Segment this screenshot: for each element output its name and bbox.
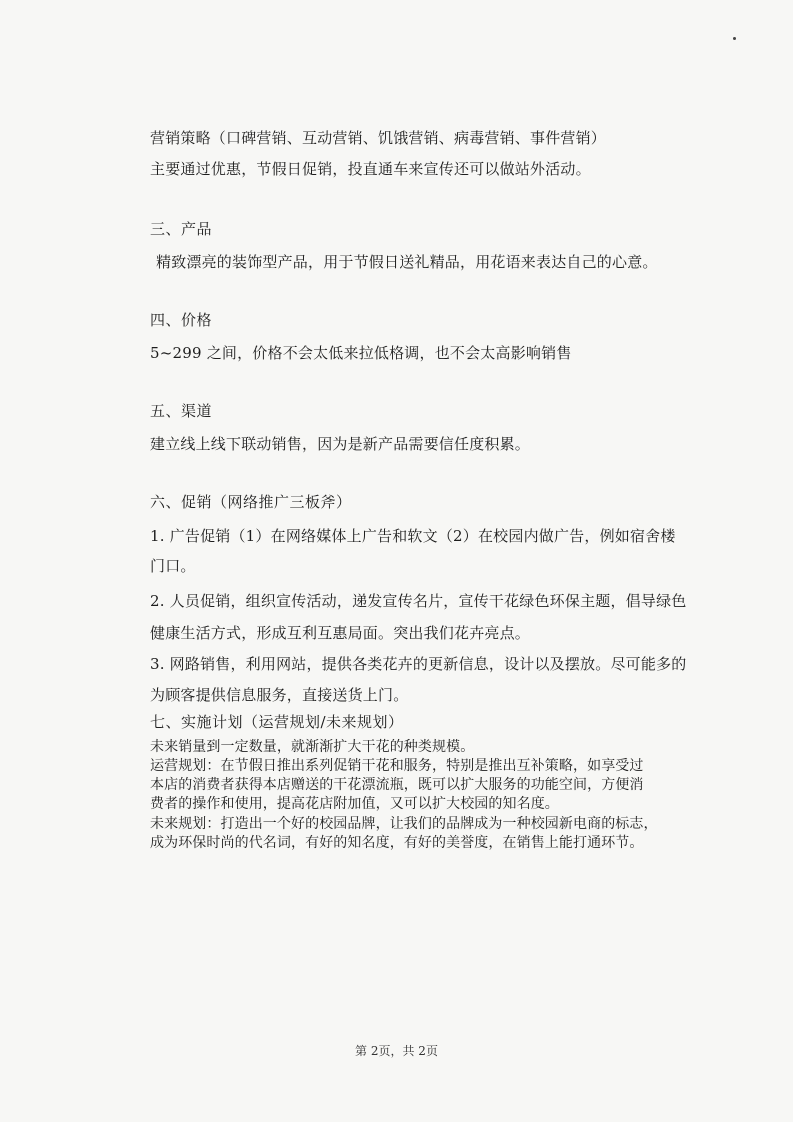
plan-line-2b: 本店的消费者获得本店赠送的干花漂流瓶，既可以扩大服务的功能空间，方便消: [150, 777, 644, 793]
heading-product: 三、产品: [150, 220, 213, 238]
marketing-strategy-line: 营销策略（口碑营销、互动营销、饥饿营销、病毒营销、事件营销）: [150, 129, 607, 147]
plan-line-2c: 费者的操作和使用，提高花店附加值，又可以扩大校园的知名度。: [150, 796, 559, 812]
plan-line-1: 未来销量到一定数量，就渐渐扩大干花的种类规模。: [150, 739, 475, 755]
promo-item-3-line-a: 3. 网路销售，利用网站，提供各类花卉的更新信息，设计以及摆放。尽可能多的: [150, 655, 687, 673]
promo-item-2-line-a: 2. 人员促销，组织宣传活动，递发宣传名片，宣传干花绿色环保主题，倡导绿色: [150, 592, 687, 610]
heading-plan: 七、实施计划（运营规划/未来规划）: [150, 713, 404, 731]
heading-promotion: 六、促销（网络推广三板斧）: [150, 493, 352, 511]
heading-price: 四、价格: [150, 311, 213, 329]
heading-channel: 五、渠道: [150, 402, 213, 420]
page-number-footer: 第 2页，共 2页: [355, 1044, 438, 1058]
product-detail-line: 精致漂亮的装饰型产品，用于节假日送礼精品，用花语来表达自己的心意。: [156, 253, 658, 271]
price-detail-line: 5~299 之间，价格不会太低来拉低格调，也不会太高影响销售: [150, 344, 572, 362]
plan-line-3b: 成为环保时尚的代名词，有好的知名度，有好的美誉度，在销售上能打通环节。: [150, 835, 644, 851]
marketing-detail-line: 主要通过优惠，节假日促销，投直通车来宣传还可以做站外活动。: [150, 160, 591, 178]
promo-item-3-line-b: 为顾客提供信息服务，直接送货上门。: [150, 686, 409, 704]
promo-item-1-line-a: 1. 广告促销（1）在网络媒体上广告和软文（2）在校园内做广告，例如宿舍楼: [150, 527, 676, 545]
plan-line-2a: 运营规划：在节假日推出系列促销干花和服务，特别是推出互补策略，如享受过: [150, 758, 644, 774]
promo-item-2-line-b: 健康生活方式，形成互利互惠局面。突出我们花卉亮点。: [150, 624, 531, 642]
channel-detail-line: 建立线上线下联动销售，因为是新产品需要信任度积累。: [150, 435, 531, 453]
promo-item-1-line-b: 门口。: [150, 557, 196, 575]
scan-speck: [733, 37, 736, 40]
plan-line-3a: 未来规划：打造出一个好的校园品牌，让我们的品牌成为一种校园新电商的标志，: [150, 816, 658, 832]
